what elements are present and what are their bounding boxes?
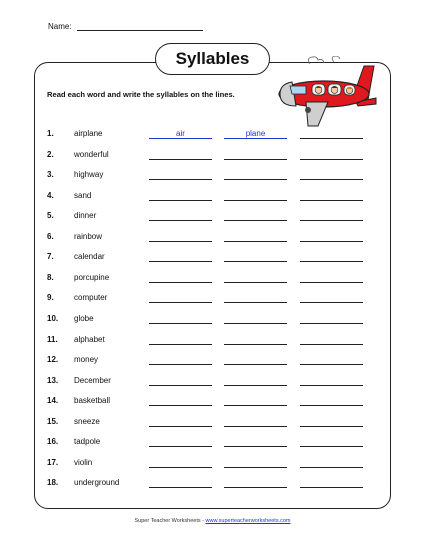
name-line[interactable] <box>77 23 203 31</box>
syllable-blank-3[interactable] <box>300 200 363 201</box>
syllable-blank-1[interactable] <box>149 446 212 447</box>
syllable-blank-2[interactable] <box>224 200 287 201</box>
word-number: 12. <box>47 355 59 365</box>
syllable-blank-1[interactable] <box>149 467 212 468</box>
syllable-blank-3[interactable] <box>300 159 363 160</box>
word-text: rainbow <box>74 231 103 241</box>
word-number: 4. <box>47 190 54 200</box>
syllable-blank-2[interactable] <box>224 261 287 262</box>
word-text: wonderful <box>74 149 109 159</box>
word-row <box>47 252 367 266</box>
word-number: 18. <box>47 478 59 488</box>
syllable-blank-1[interactable] <box>149 302 212 303</box>
page-title: Syllables <box>155 43 270 75</box>
footer <box>0 518 425 524</box>
word-text: alphabet <box>74 334 105 344</box>
syllable-blank-1[interactable] <box>149 344 212 345</box>
syllable-blank-2[interactable] <box>224 364 287 365</box>
word-number: 14. <box>47 396 59 406</box>
syllable-answer: plane <box>245 129 266 138</box>
airplane-icon <box>272 56 378 132</box>
syllable-blank-3[interactable] <box>300 220 363 221</box>
word-text: computer <box>74 293 108 303</box>
syllable-blank-2[interactable] <box>224 282 287 283</box>
syllable-blank-1[interactable] <box>149 426 212 427</box>
word-number: 13. <box>47 375 59 385</box>
word-number: 5. <box>47 211 54 221</box>
word-row <box>47 191 367 205</box>
syllable-blank-3[interactable] <box>300 446 363 447</box>
syllable-blank-1[interactable] <box>149 220 212 221</box>
word-number: 11. <box>47 334 58 344</box>
word-number: 2. <box>47 149 54 159</box>
word-row <box>47 293 367 307</box>
name-row <box>48 22 203 31</box>
word-number: 7. <box>47 252 54 262</box>
syllable-blank-1[interactable] <box>149 200 212 201</box>
syllable-blank-3[interactable] <box>300 344 363 345</box>
name-label: Name: <box>48 22 72 31</box>
syllable-blank-1[interactable] <box>149 405 212 406</box>
word-text: globe <box>74 313 94 323</box>
syllable-blank-3[interactable] <box>300 487 363 488</box>
syllable-blank-1[interactable] <box>149 282 212 283</box>
syllable-blank-2[interactable] <box>224 179 287 180</box>
syllable-blank-2[interactable] <box>224 159 287 160</box>
word-number: 3. <box>47 170 54 180</box>
syllable-blank-3[interactable] <box>300 426 363 427</box>
syllable-blank-2[interactable] <box>224 302 287 303</box>
word-row <box>47 376 367 390</box>
syllable-blank-2[interactable] <box>224 467 287 468</box>
syllable-blank-1[interactable] <box>149 138 212 139</box>
word-row <box>47 273 367 287</box>
word-row <box>47 478 367 492</box>
word-text: money <box>74 355 99 365</box>
syllable-blank-3[interactable] <box>300 261 363 262</box>
word-text: underground <box>74 478 120 488</box>
word-text: sand <box>74 190 92 200</box>
syllable-blank-3[interactable] <box>300 282 363 283</box>
word-text: airplane <box>74 129 103 138</box>
word-number: 9. <box>47 293 54 303</box>
word-text: porcupine <box>74 272 110 282</box>
syllable-blank-1[interactable] <box>149 261 212 262</box>
syllable-blank-3[interactable] <box>300 405 363 406</box>
word-number: 10. <box>47 313 59 323</box>
word-row <box>47 232 367 246</box>
word-row <box>47 458 367 472</box>
word-text: December <box>74 375 111 385</box>
word-row <box>47 417 367 431</box>
syllable-blank-3[interactable] <box>300 323 363 324</box>
footer-separator: - <box>200 518 206 524</box>
syllable-blank-1[interactable] <box>149 241 212 242</box>
footer-url[interactable]: www.superteacherworksheets.com <box>205 518 291 524</box>
word-number: 15. <box>47 416 59 426</box>
syllable-blank-3[interactable] <box>300 385 363 386</box>
syllable-blank-2[interactable] <box>224 138 287 139</box>
syllable-blank-3[interactable] <box>300 241 363 242</box>
word-row <box>47 170 367 184</box>
syllable-blank-3[interactable] <box>300 179 363 180</box>
syllable-blank-2[interactable] <box>224 385 287 386</box>
syllable-blank-2[interactable] <box>224 405 287 406</box>
word-number: 17. <box>47 457 59 467</box>
word-row <box>47 437 367 451</box>
syllable-blank-2[interactable] <box>224 426 287 427</box>
word-number: 8. <box>47 272 54 282</box>
word-text: basketball <box>74 396 111 406</box>
word-text: dinner <box>74 211 97 221</box>
syllable-blank-1[interactable] <box>149 385 212 386</box>
syllable-blank-3[interactable] <box>300 467 363 468</box>
syllable-blank-1[interactable] <box>149 159 212 160</box>
syllable-blank-2[interactable] <box>224 220 287 221</box>
word-text: highway <box>74 170 104 180</box>
instructions: Read each word and write the syllables on the lines. <box>47 90 235 99</box>
word-number: 1. <box>47 129 54 138</box>
syllable-blank-2[interactable] <box>224 344 287 345</box>
word-row <box>47 355 367 369</box>
syllable-blank-1[interactable] <box>149 364 212 365</box>
word-text: calendar <box>74 252 105 262</box>
syllable-answer: air <box>176 129 185 138</box>
word-number: 16. <box>47 437 59 447</box>
syllable-blank-1[interactable] <box>149 323 212 324</box>
word-row <box>47 335 367 349</box>
word-text: tadpole <box>74 437 101 447</box>
word-number: 6. <box>47 231 54 241</box>
syllable-blank-2[interactable] <box>224 487 287 488</box>
syllable-blank-3[interactable] <box>300 364 363 365</box>
word-row <box>47 211 367 225</box>
syllable-blank-2[interactable] <box>224 323 287 324</box>
word-row <box>47 396 367 410</box>
syllable-blank-3[interactable] <box>300 302 363 303</box>
word-text: sneeze <box>74 416 100 426</box>
footer-brand: Super Teacher Worksheets <box>134 518 201 524</box>
word-text: violin <box>74 457 93 467</box>
word-row <box>47 314 367 328</box>
word-row <box>47 150 367 164</box>
syllable-blank-1[interactable] <box>149 179 212 180</box>
syllable-blank-2[interactable] <box>224 446 287 447</box>
syllable-blank-1[interactable] <box>149 487 212 488</box>
syllable-blank-3[interactable] <box>300 138 363 139</box>
syllable-blank-2[interactable] <box>224 241 287 242</box>
